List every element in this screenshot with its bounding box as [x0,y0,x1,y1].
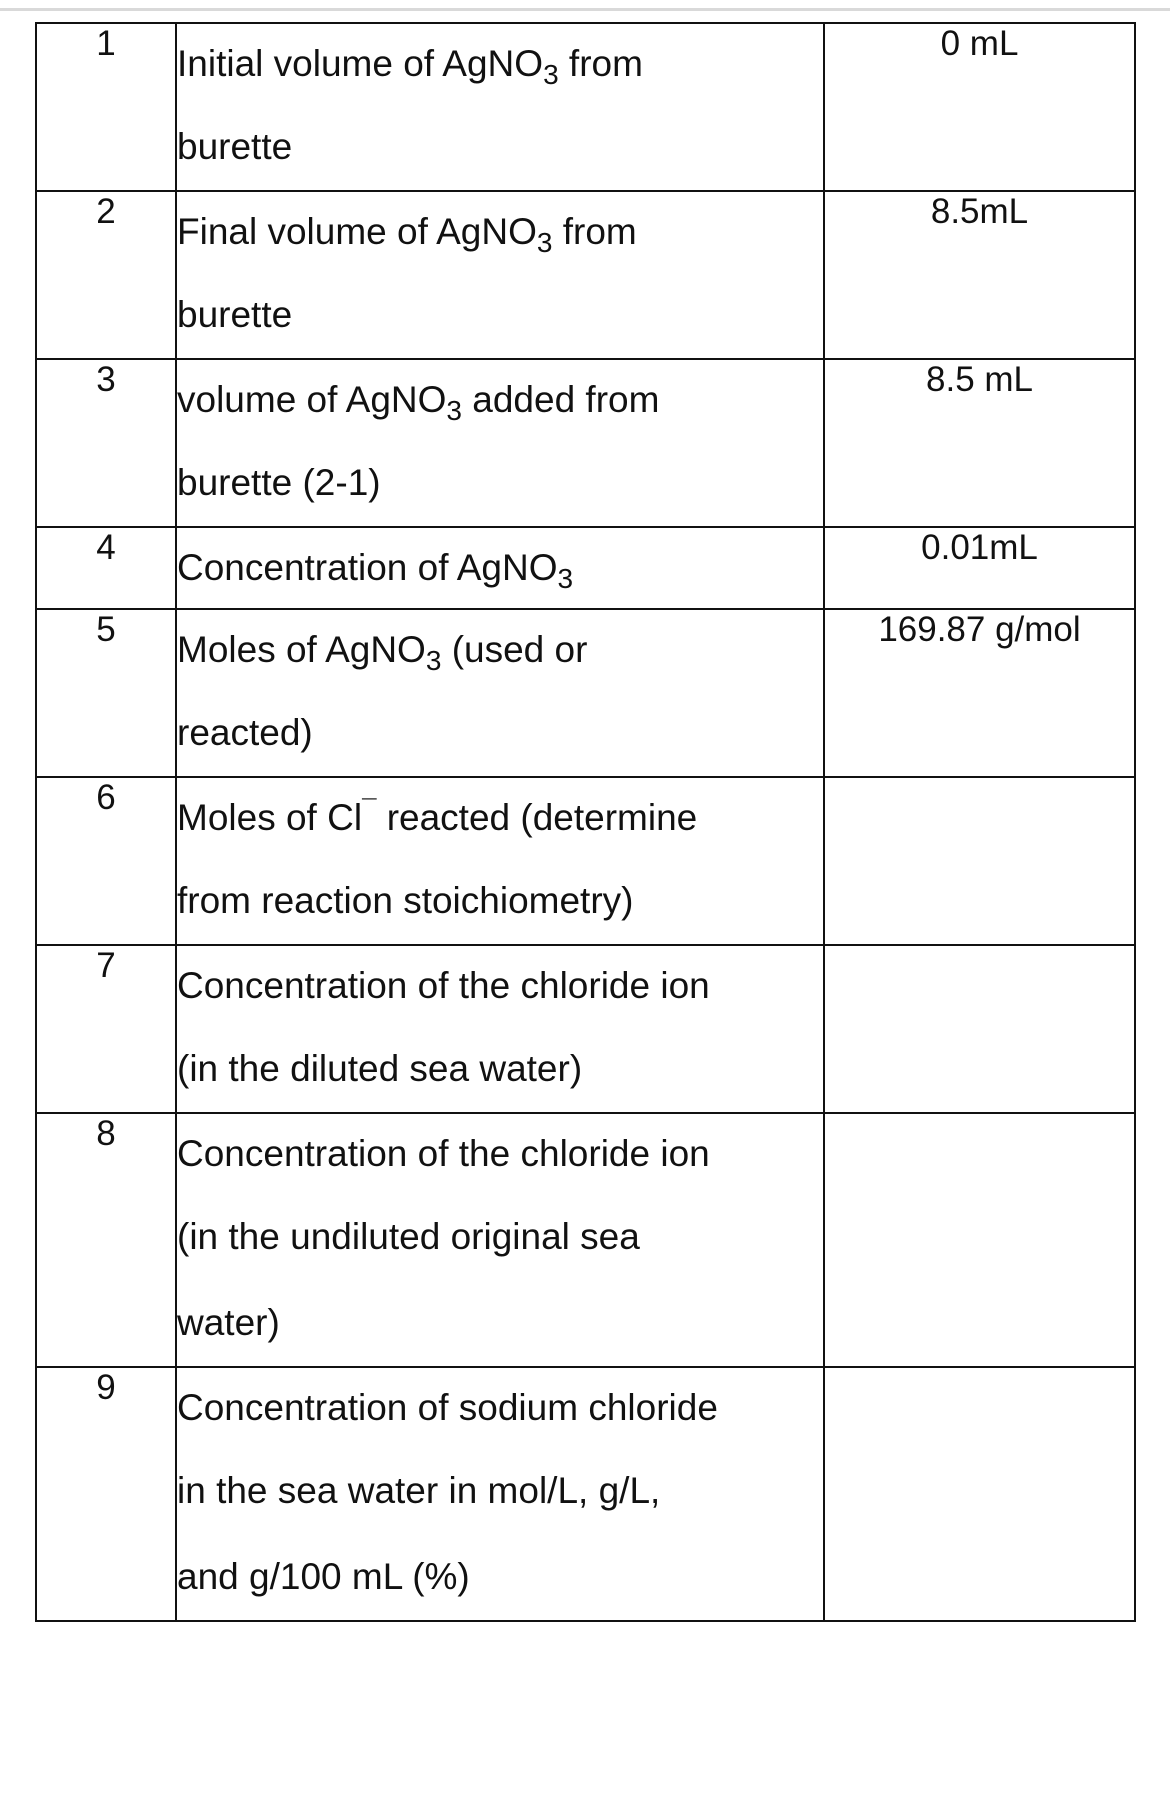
description-line [177,440,823,526]
row-value: 0 mL [824,23,1135,191]
row-number: 8 [36,1113,176,1367]
table-row [36,359,1135,527]
description-text: water) [177,1302,280,1343]
description-line [177,192,823,272]
subscript-text: 3 [543,59,559,90]
description-line [177,1368,823,1448]
description-text: from [552,211,637,252]
table-row [36,777,1135,945]
row-value [824,777,1135,945]
table-row [36,1367,1135,1621]
description-text: reacted (determine [376,797,698,838]
table-row [36,23,1135,191]
row-number: 1 [36,23,176,191]
row-description [176,527,824,609]
table-row [36,1113,1135,1367]
row-number: 3 [36,359,176,527]
row-number: 5 [36,609,176,777]
description-line [177,272,823,358]
top-divider [0,8,1170,11]
row-description [176,1113,824,1367]
table-body [36,23,1135,1621]
row-description [176,1367,824,1621]
table-row [36,945,1135,1113]
superscript-text: ¯ [362,794,377,824]
description-text: Final volume of AgNO [177,211,537,252]
description-text: Moles of Cl [177,797,363,838]
row-number: 6 [36,777,176,945]
row-value: 8.5 mL [824,359,1135,527]
description-text: Concentration of AgNO [177,547,558,588]
description-text: reacted) [177,712,313,753]
description-text: burette [177,294,293,335]
description-line [177,1194,823,1280]
subscript-text: 3 [425,645,442,676]
description-line [177,104,823,190]
description-text: burette (2-1) [177,462,381,503]
description-text: Moles of AgNO [177,629,426,670]
description-line [177,858,823,944]
description-text: and g/100 mL (%) [177,1556,470,1597]
description-line [177,1448,823,1534]
row-description [176,359,824,527]
table-row [36,609,1135,777]
row-value: 0.01mL [824,527,1135,609]
description-text: from [558,43,643,84]
description-line [177,528,823,608]
description-text: Concentration of the chloride ion [177,1133,710,1174]
row-number: 9 [36,1367,176,1621]
row-description [176,777,824,945]
description-text: (in the diluted sea water) [177,1048,583,1089]
row-value [824,945,1135,1113]
description-line [177,1534,823,1620]
description-text: Concentration of sodium chloride [177,1387,718,1428]
description-line [177,1026,823,1112]
row-value [824,1113,1135,1367]
row-description [176,191,824,359]
row-description [176,23,824,191]
description-line [177,24,823,104]
description-line [177,778,823,858]
description-text: (used or [441,629,588,670]
description-text: in the sea water in mol/L, g/L, [177,1470,661,1511]
row-value: 8.5mL [824,191,1135,359]
row-description [176,945,824,1113]
description-line [177,610,823,690]
description-text: burette [177,126,293,167]
data-table [35,22,1136,1622]
description-text: (in the undiluted original sea [177,1216,640,1257]
row-value: 169.87 g/mol [824,609,1135,777]
description-text: Initial volume of AgNO [177,43,544,84]
table-row [36,191,1135,359]
row-value [824,1367,1135,1621]
description-text: volume of AgNO [177,379,447,420]
description-line [177,1280,823,1366]
description-text: from reaction stoichiometry) [177,880,634,921]
description-line [177,1114,823,1194]
row-number: 4 [36,527,176,609]
description-text: added from [461,379,660,420]
subscript-text: 3 [536,227,553,258]
description-line [177,690,823,776]
description-line [177,946,823,1026]
row-description [176,609,824,777]
row-number: 7 [36,945,176,1113]
subscript-text: 3 [557,563,574,594]
row-number: 2 [36,191,176,359]
subscript-text: 3 [446,395,462,426]
table-row [36,527,1135,609]
description-text: Concentration of the chloride ion [177,965,710,1006]
description-line [177,360,823,440]
